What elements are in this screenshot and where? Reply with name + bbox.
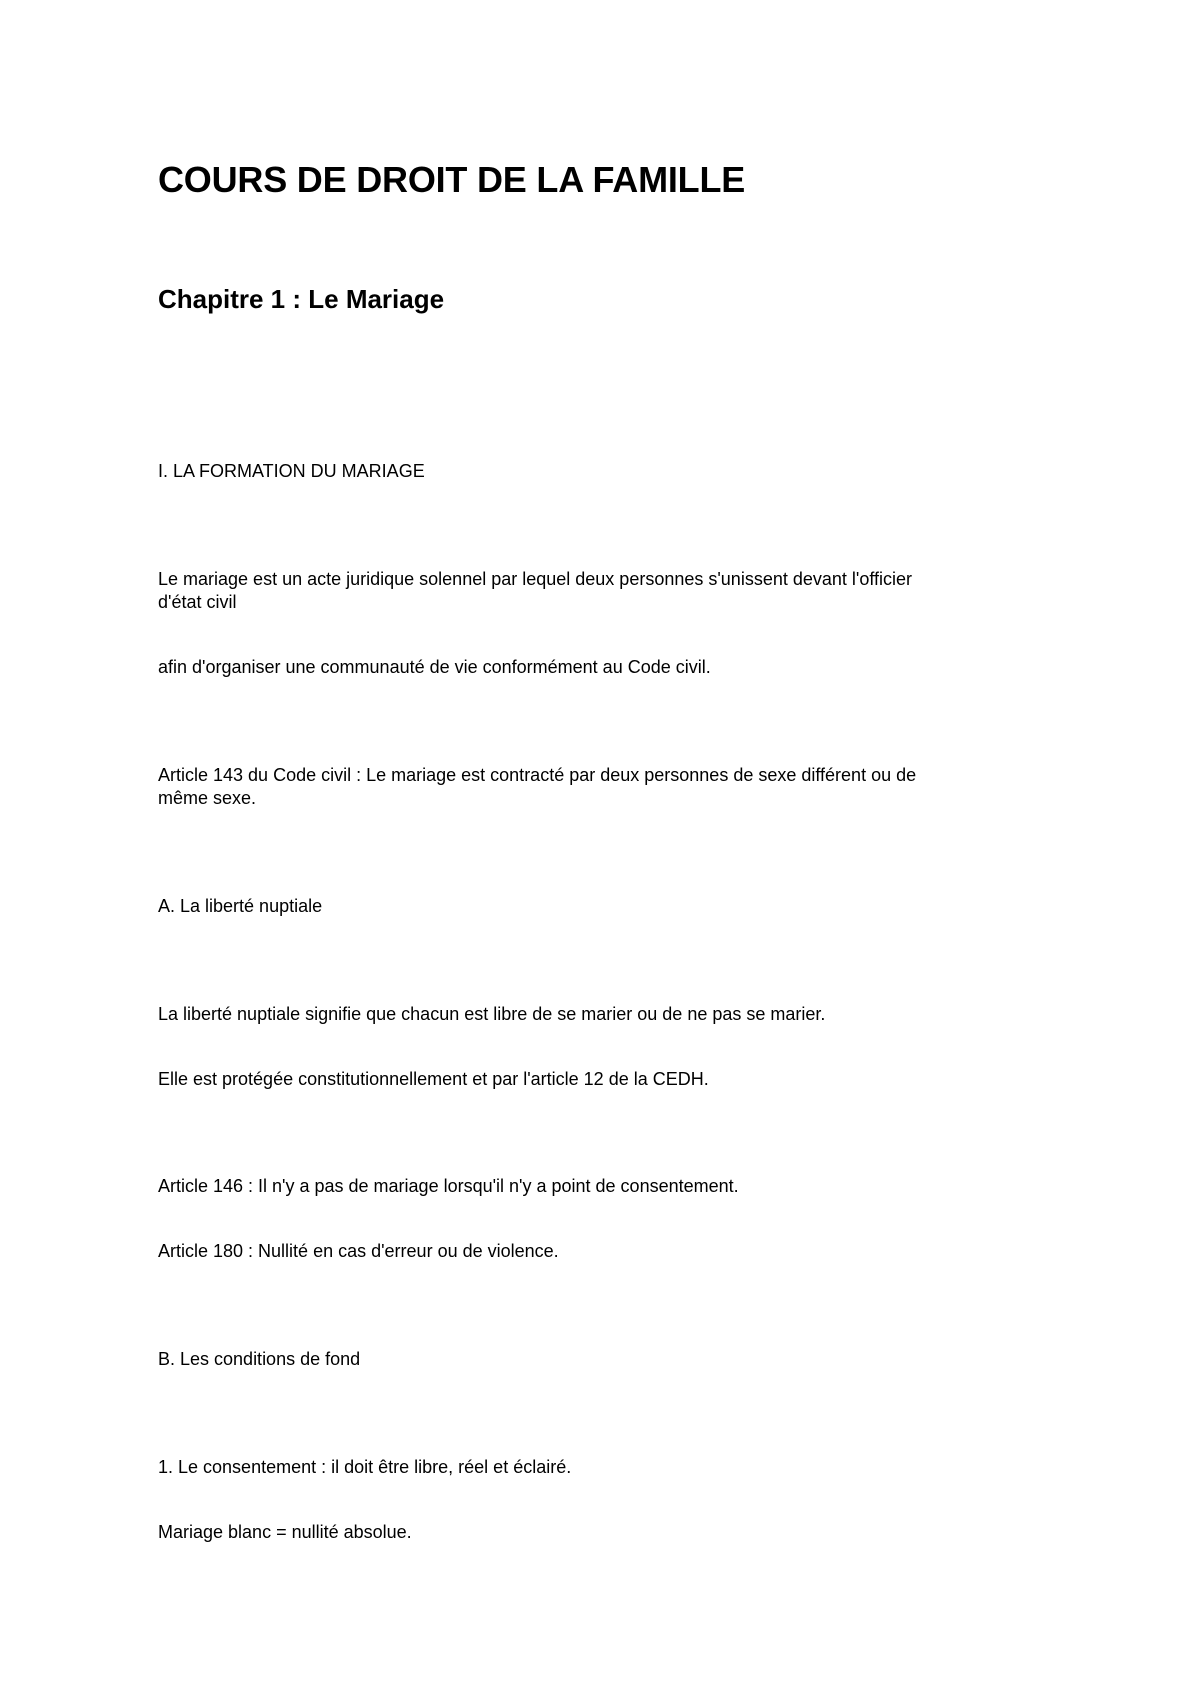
definition-line-2: d'état civil <box>158 592 237 612</box>
section-heading-formation: I. LA FORMATION DU MARIAGE <box>158 461 425 481</box>
article-180-line: Article 180 : Nullité en cas d'erreur ou de violence. <box>158 1241 559 1261</box>
document-title: COURS DE DROIT DE LA FAMILLE <box>158 159 746 200</box>
subsection-heading-b: B. Les conditions de fond <box>158 1349 361 1369</box>
mariage-blanc-line: Mariage blanc = nullité absolue. <box>158 1522 412 1542</box>
subsection-heading-a: A. La liberté nuptiale <box>158 896 323 916</box>
liberty-line-2: Elle est protégée constitutionnellement et par l'article 12 de la CEDH. <box>158 1069 709 1089</box>
definition-line-3: afin d'organiser une communauté de vie conformément au Code civil. <box>158 657 711 677</box>
article-143-line-2: même sexe. <box>158 788 257 808</box>
liberty-line-1: La liberté nuptiale signifie que chacun est libre de se marier ou de ne pas se marier. <box>158 1004 826 1024</box>
consent-line: 1. Le consentement : il doit être libre, réel et éclairé. <box>158 1457 572 1477</box>
article-143-line-1: Article 143 du Code civil : Le mariage est contracté par deux personnes de sexe différent ou de <box>158 765 917 785</box>
definition-line-1: Le mariage est un acte juridique solennel par lequel deux personnes s'unissent devant l'officier <box>158 569 913 589</box>
article-146-line: Article 146 : Il n'y a pas de mariage lorsqu'il n'y a point de consentement. <box>158 1176 739 1196</box>
chapter-title: Chapitre 1 : Le Mariage <box>158 284 445 314</box>
